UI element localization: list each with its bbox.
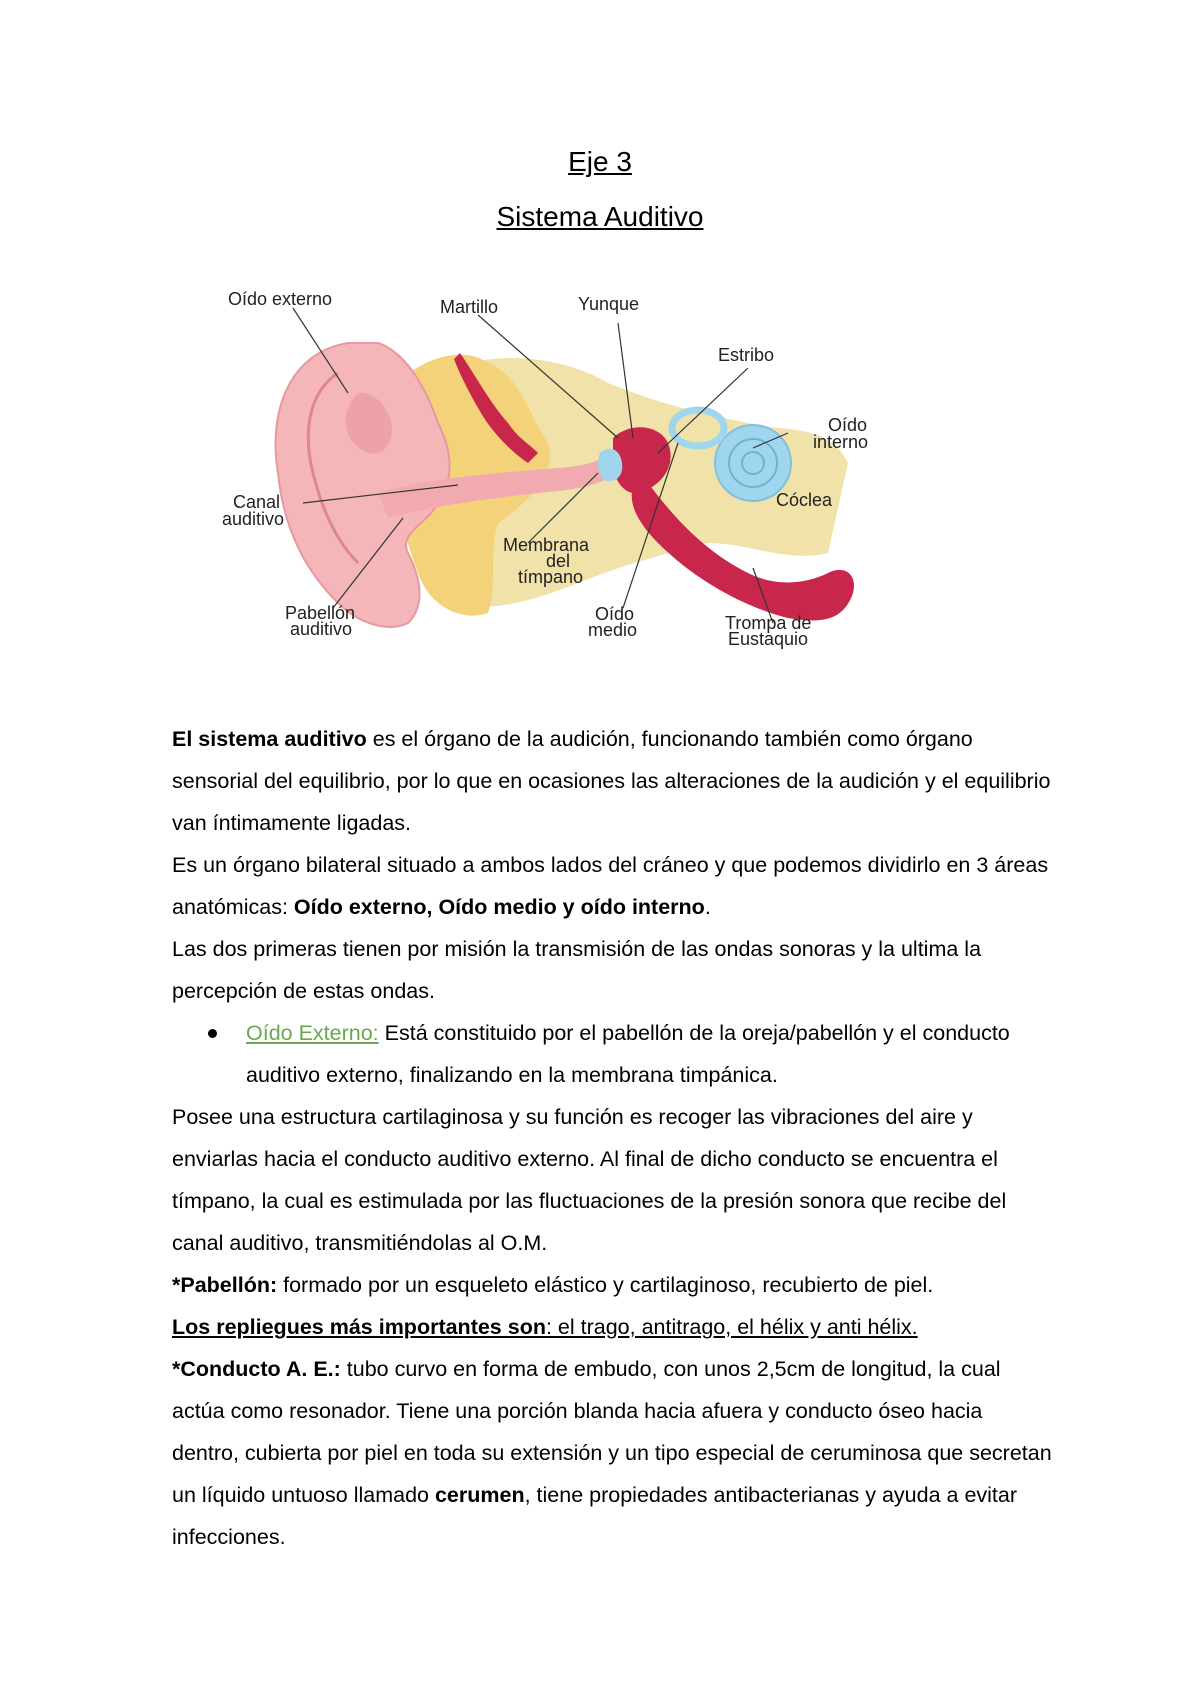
label-oido-externo: Oído externo <box>228 289 333 309</box>
label-membrana-3: tímpano <box>518 567 584 587</box>
section-label: Oído Externo: <box>246 1021 379 1045</box>
paragraph-text: : el trago, antitrago, el hélix y anti hélix. <box>545 1315 918 1339</box>
page-subtitle: Sistema Auditivo <box>496 201 704 232</box>
page-title: Eje 3 <box>568 146 632 177</box>
paragraph-mission: Las dos primeras tienen por misión la transmisión de las ondas sonoras y la ultima la percepción de estas ondas. <box>172 937 982 1003</box>
paragraph-pabellon <box>172 1264 1052 1306</box>
label-oido-medio-1: Oído <box>595 604 635 624</box>
label-pabellon-2: auditivo <box>290 619 353 639</box>
label-pabellon-1: Pabellón <box>285 603 356 623</box>
label-oido-interno-1: Oído <box>828 415 868 435</box>
paragraph-text: es el órgano de la audición, funcionando también como órgano sensorial del equilibrio, por lo que en ocasiones las alteraciones de la audición y el equilibrio van íntimamente ligadas. <box>172 727 1051 835</box>
label-estribo: Estribo <box>718 345 775 365</box>
label-membrana-2: del <box>546 551 571 571</box>
bullet-list <box>172 1012 1052 1096</box>
label-canal-1: Canal <box>233 492 281 512</box>
paragraph-text: Es un órgano bilateral situado a ambos lados del cráneo y que podemos dividirlo en 3 áreas anatómicas: <box>172 853 1049 919</box>
list-item <box>246 1012 1052 1096</box>
label-coclea: Cóclea <box>776 490 833 510</box>
paragraph-structure: Posee una estructura cartilaginosa y su función es recoger las vibraciones del aire y enviarlas hacia el conducto auditivo externo. Al final de dicho conducto se encuentra el tímpano, la cual es estimulada por las fluctuaciones de la presión sonora que recibe del canal auditivo, transmitiéndolas al O.M. <box>172 1105 1007 1255</box>
label-trompa-1: Trompa de <box>725 613 812 633</box>
label-membrana-1: Membrana <box>503 535 590 555</box>
bold-term: Oído externo, Oído medio y oído interno <box>293 895 705 919</box>
label-martillo: Martillo <box>440 297 499 317</box>
label-yunque: Yunque <box>578 294 640 314</box>
label-trompa-2: Eustaquio <box>728 629 809 649</box>
paragraph-conducto <box>172 1348 1052 1558</box>
paragraph-areas <box>172 844 1052 928</box>
paragraph-repliegues <box>172 1306 1052 1348</box>
paragraph-text: tubo curvo en forma de embudo, con unos 2,5cm de longitud, la cual actúa como resonador. Tiene una porción blanda hacia afuera y conducto óseo hacia dentro, cubierta por piel en toda su extensión y un tipo especial de ceruminosa que secretan un líquido untuoso llamado <box>172 1357 1052 1507</box>
paragraph-text: . <box>704 895 711 919</box>
label-oido-medio-2: medio <box>588 620 638 640</box>
paragraph-text: formado por un esqueleto elástico y cartilaginoso, recubierto de piel. <box>277 1273 934 1297</box>
bold-term: cerumen <box>434 1483 525 1507</box>
paragraph-intro <box>172 718 1052 844</box>
label-oido-interno-2: interno <box>813 432 869 452</box>
ear-anatomy-diagram <box>222 289 948 703</box>
label-canal-2: auditivo <box>222 509 285 529</box>
bold-term: Los repliegues más importantes son <box>172 1315 546 1339</box>
paragraph-text: , tiene propiedades antibacterianas y ayuda a evitar infecciones. <box>172 1483 1018 1549</box>
bold-term: *Conducto A. E.: <box>172 1357 341 1381</box>
document-body <box>172 718 1052 1558</box>
bold-term: El sistema auditivo <box>172 727 367 751</box>
bold-term: *Pabellón: <box>172 1273 278 1297</box>
paragraph-text: Está constituido por el pabellón de la oreja/pabellón y el conducto auditivo externo, finalizando en la membrana timpánica. <box>246 1021 1010 1087</box>
